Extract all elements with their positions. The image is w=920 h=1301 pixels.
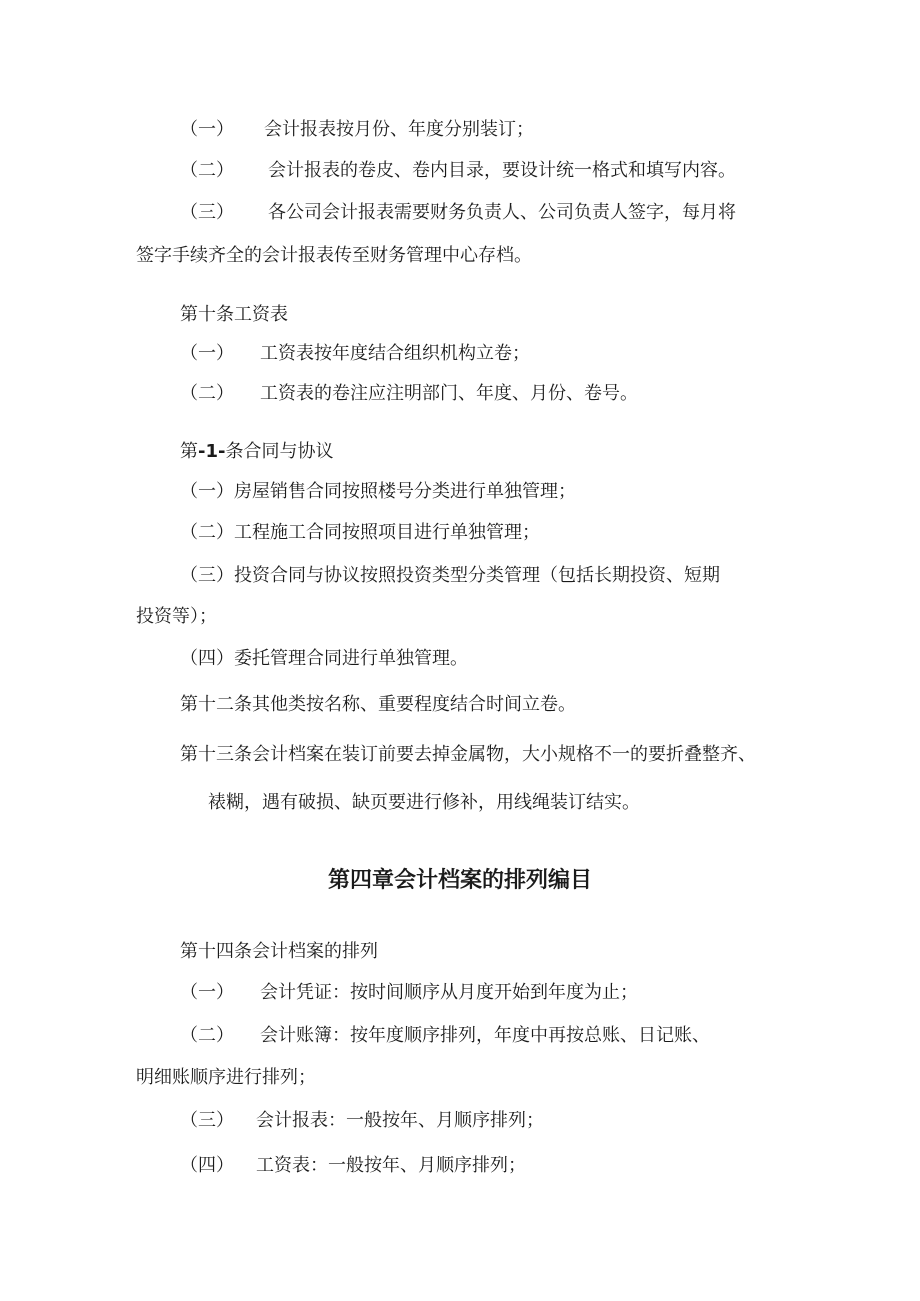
- item-text: 各公司会计报表需要财务负责人、公司负责人签字，每月将: [268, 202, 736, 223]
- article-14-heading: [180, 940, 378, 964]
- article-11-item-3: （三）投资合同与协议按照投资类型分类管理（包括长期投资、短期: [180, 565, 720, 586]
- report-item-3: [180, 201, 736, 225]
- item-number: （一）: [180, 343, 234, 364]
- report-item-2: [180, 159, 736, 183]
- article-title: 会计档案的排列: [252, 941, 378, 962]
- item-number: （四）: [180, 1155, 234, 1176]
- article-label: 第十二条: [180, 694, 252, 715]
- article-text: 其他类按名称、重要程度结合时间立卷。: [252, 694, 576, 715]
- article-12: [180, 693, 576, 717]
- chapter-4-title: 第四章会计档案的排列编目: [327, 868, 592, 893]
- item-text: 会计报表按月份、年度分别装订；: [264, 119, 534, 140]
- item-number: （二）: [180, 383, 234, 404]
- article-text: 会计档案在装订前要去掉金属物，大小规格不一的要折叠整齐、: [252, 744, 756, 765]
- article-11-item-3-continued: 投资等）；: [136, 606, 217, 627]
- article-14-item-3: [180, 1109, 544, 1133]
- item-text: 会计凭证：按时间顺序从月度开始到年度为止；: [260, 982, 638, 1003]
- item-number: （二）: [180, 160, 234, 181]
- item-number: （三）: [180, 202, 234, 223]
- article-11-item-4: （四）委托管理合同进行单独管理。: [180, 648, 468, 669]
- article-10-item-1: [180, 342, 530, 366]
- item-number: （一）: [180, 119, 234, 140]
- article-title: 合同与协议: [243, 441, 334, 462]
- report-item-1: [180, 118, 534, 142]
- article-13-continued: 裱糊，遇有破损、缺页要进行修补，用线绳装订结实。: [208, 792, 640, 813]
- item-number: （二）: [180, 1025, 234, 1046]
- article-10-item-2: [180, 382, 638, 406]
- item-number: （三）: [180, 1110, 234, 1131]
- article-11-heading: [180, 440, 333, 464]
- article-14-item-2: [180, 1024, 710, 1048]
- page-number-mark: -1-: [198, 441, 226, 462]
- article-title: 工资表: [234, 304, 288, 325]
- article-label: 第十条: [180, 304, 234, 325]
- item-text: 会计账簿：按年度顺序排列，年度中再按总账、日记账、: [260, 1025, 710, 1046]
- item-text: 工资表按年度结合组织机构立卷；: [260, 343, 530, 364]
- article-13: [180, 743, 756, 767]
- item-text: 会计报表：一般按年、月顺序排列；: [256, 1110, 544, 1131]
- item-text: 会计报表的卷皮、卷内目录，要设计统一格式和填写内容。: [268, 160, 736, 181]
- article-label: 第十三条: [180, 744, 252, 765]
- article-10-heading: [180, 303, 288, 327]
- article-label-a: 第: [180, 441, 198, 462]
- report-item-3-continued: 签字手续齐全的会计报表传至财务管理中心存档。: [136, 245, 532, 266]
- item-text: 工资表的卷注应注明部门、年度、月份、卷号。: [260, 383, 638, 404]
- article-14-item-4: [180, 1154, 526, 1178]
- article-label: 第十四条: [180, 941, 252, 962]
- item-number: （一）: [180, 982, 234, 1003]
- article-14-item-1: [180, 981, 638, 1005]
- item-text: 工资表：一般按年、月顺序排列；: [256, 1155, 526, 1176]
- article-label-c: 条: [225, 441, 244, 462]
- article-14-item-2-continued: 明细账顺序进行排列；: [136, 1067, 316, 1088]
- article-11-item-2: （二）工程施工合同按照项目进行单独管理；: [180, 522, 540, 543]
- article-11-item-1: （一）房屋销售合同按照楼号分类进行单独管理；: [180, 481, 576, 502]
